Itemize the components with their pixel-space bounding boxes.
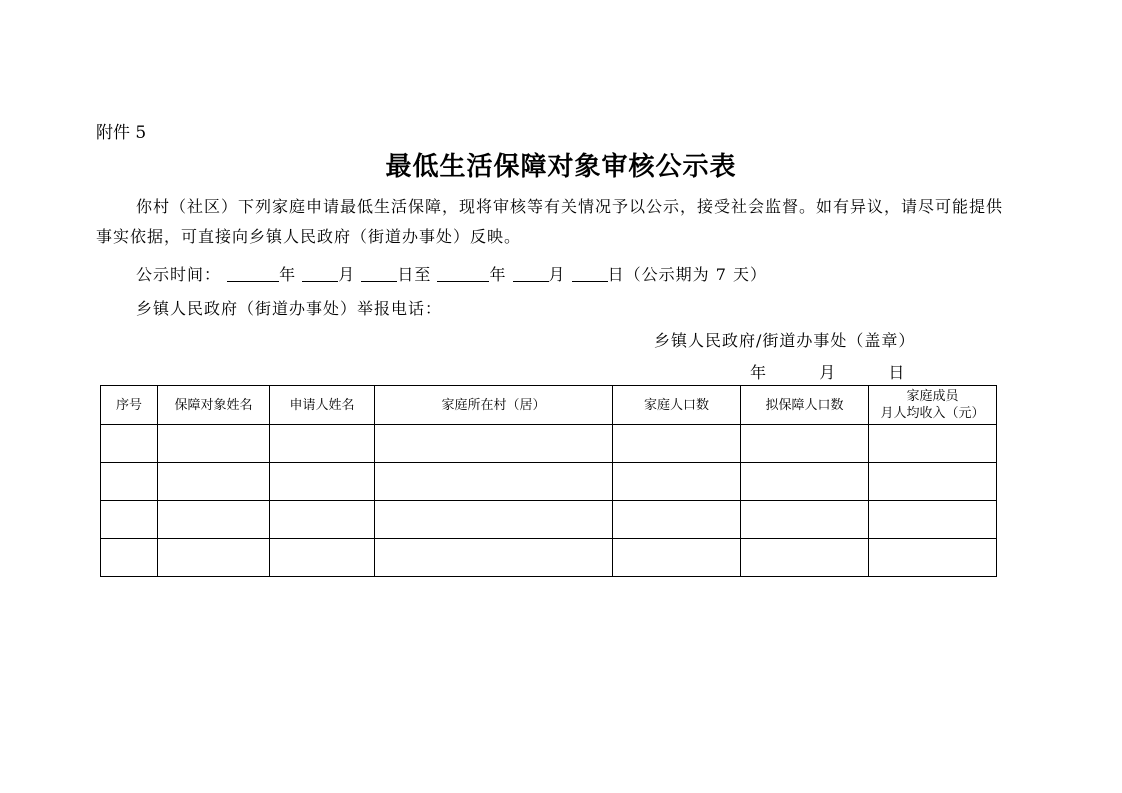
table-cell[interactable] [158,463,270,501]
header-proposed-count: 拟保障人口数 [741,386,869,425]
start-year-blank [227,265,279,282]
seal-date-day: 日 [888,363,906,382]
end-month-unit: 月 [548,265,566,284]
table-cell[interactable] [741,425,869,463]
table-cell[interactable] [158,425,270,463]
publicity-time-label: 公示时间： [136,265,222,284]
header-serial: 序号 [101,386,158,425]
header-monthly-income-line2: 月人均收入（元） [880,406,985,421]
table-cell[interactable] [613,463,741,501]
table-cell[interactable] [375,425,613,463]
table-cell[interactable] [869,539,997,577]
table-cell[interactable] [270,539,375,577]
attachment-label: 附件 5 [96,123,147,143]
table-cell[interactable] [613,425,741,463]
header-beneficiary-name: 保障对象姓名 [158,386,270,425]
page-title: 最低生活保障对象审核公示表 [385,152,737,182]
end-year-unit: 年 [489,265,507,284]
publicity-time-line [136,262,767,285]
table-cell[interactable] [270,425,375,463]
table-cell[interactable] [101,463,158,501]
start-day-to-unit: 日至 [397,265,432,284]
seal-line: 乡镇人民政府/街道办事处（盖章） [654,331,916,350]
seal-date-year: 年 [750,363,768,382]
table-cell[interactable] [869,425,997,463]
end-year-blank [437,265,489,282]
start-month-blank [302,265,338,282]
intro-paragraph: 你村（社区）下列家庭申请最低生活保障，现将审核等有关情况予以公示，接受社会监督。如有异议，请尽可能提供事实依据，可直接向乡镇人民政府（街道办事处）反映。 [96,197,1004,246]
end-day-unit: 日 [607,265,625,284]
review-table [100,385,997,577]
header-monthly-income [869,386,997,425]
table-cell[interactable] [270,463,375,501]
table-cell[interactable] [270,501,375,539]
table-header-row [101,386,997,425]
report-phone-label: 乡镇人民政府（街道办事处）举报电话： [136,299,443,318]
header-family-size: 家庭人口数 [613,386,741,425]
table-cell[interactable] [741,501,869,539]
table-row [101,463,997,501]
table-cell[interactable] [158,539,270,577]
header-monthly-income-line1: 家庭成员 [906,389,959,404]
seal-date-month: 月 [819,363,837,382]
table-cell[interactable] [101,501,158,539]
start-day-blank [361,265,397,282]
table-cell[interactable] [375,463,613,501]
table-cell[interactable] [613,501,741,539]
table-cell[interactable] [158,501,270,539]
table-cell[interactable] [869,501,997,539]
table-row [101,425,997,463]
table-cell[interactable] [375,501,613,539]
start-month-unit: 月 [338,265,356,284]
publicity-period-note: （公示期为 7 天） [624,265,768,284]
table-row [101,539,997,577]
table-cell[interactable] [375,539,613,577]
table-row [101,501,997,539]
table-cell[interactable] [741,539,869,577]
table-cell[interactable] [869,463,997,501]
header-applicant-name: 申请人姓名 [270,386,375,425]
header-village: 家庭所在村（居） [375,386,613,425]
table-cell[interactable] [613,539,741,577]
end-day-blank [572,265,608,282]
start-year-unit: 年 [279,265,297,284]
seal-date-line [750,360,905,383]
table-cell[interactable] [101,539,158,577]
table-cell[interactable] [101,425,158,463]
end-month-blank [513,265,549,282]
table-cell[interactable] [741,463,869,501]
